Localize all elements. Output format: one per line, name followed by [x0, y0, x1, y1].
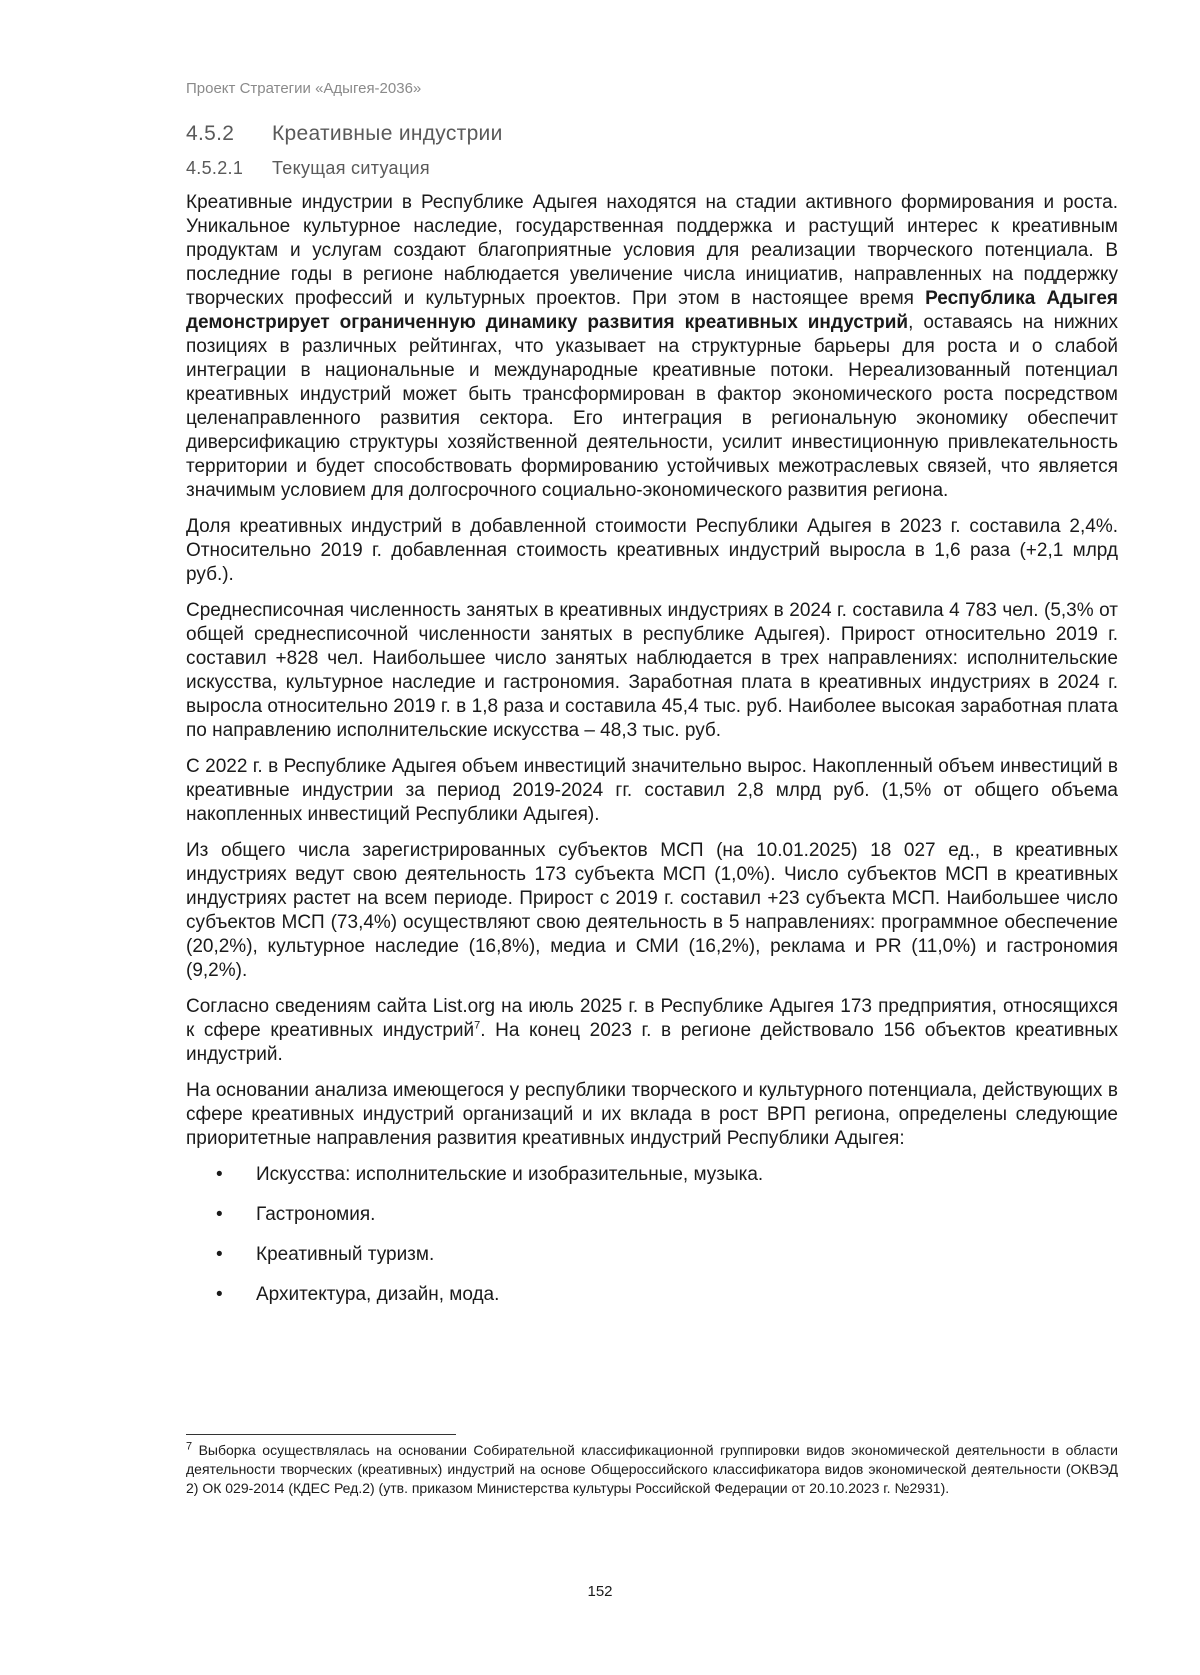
section-heading	[186, 122, 1118, 146]
running-header: Проект Стратегии «Адыгея-2036»	[186, 80, 422, 97]
section-title: Креативные индустрии	[272, 122, 503, 145]
priority-list	[186, 1163, 1118, 1307]
paragraph-employment: Среднесписочная численность занятых в креативных индустриях в 2024 г. составила 4 783 чел. (5,3% от общей среднесписочной численности занятых в республике Адыгея). Прирост относительно 2019 г. составил +828 чел. Наибольшее число занятых наблюдается в трех направлениях: исполнительские искусства, культурное наследие и гастрономия. Заработная плата в креативных индустриях в 2024 г. выросла относительно 2019 г. в 1,8 раза и составила 45,4 тыс. руб. Наиболее высокая заработная плата по направлению исполнительские искусства – 48,3 тыс. руб.	[186, 600, 1118, 741]
footnote-marker: 7	[186, 1440, 193, 1453]
list-item: • Креативный туризм.	[186, 1243, 1118, 1267]
page-content	[186, 122, 1118, 1323]
subsection-title: Текущая ситуация	[272, 158, 430, 178]
paragraph-bold-text: Республика Адыгея демонстрирует ограниченную динамику развития креативных индустрий	[186, 288, 1118, 333]
paragraph-list-org	[186, 995, 1118, 1067]
list-item: • Искусства: исполнительские и изобразительные, музыка.	[186, 1163, 1118, 1187]
paragraph-text: , оставаясь на нижних позициях в различных рейтингах, что указывает на структурные барьеры для роста и о слабой интеграции в национальные и международные креативные потоки. Нереализованный потенциал креативных индустрий может быть трансформирован в фактор экономического роста посредством целенаправленного развития сектора. Его интеграция в региональную экономику обеспечит диверсификацию структуры хозяйственной деятельности, усилит инвестиционную привлекательность территории и будет способствовать формированию устойчивых межотраслевых связей, что является значимым условием для долгосрочного социально-экономического развития региона.	[186, 312, 1119, 501]
footnote	[186, 1441, 1118, 1498]
subsection-heading	[186, 158, 1118, 179]
subsection-number: 4.5.2.1	[186, 158, 244, 178]
page-number: 152	[587, 1583, 613, 1600]
footnote-text: Выборка осуществлялась на основании Собирательной классификационной группировки видов экономической деятельности в области деятельности творческих (креативных) индустрий на основе Общероссийского классификатора видов экономической деятельности (ОКВЭД 2) ОК 029-2014 (КДЕС Ред.2) (утв. приказом Министерства культуры Российской Федерации от 20.10.2023 г. №2931).	[186, 1442, 1118, 1496]
paragraph-sme: Из общего числа зарегистрированных субъектов МСП (на 10.01.2025) 18 027 ед., в креативных индустриях ведут свою деятельность 173 субъекта МСП (1,0%). Число субъектов МСП в креативных индустриях растет на всем периоде. Прирост с 2019 г. составил +23 субъекта МСП. Наибольшее число субъектов МСП (73,4%) осуществляют свою деятельность в 5 направлениях: программное обеспечение (20,2%), культурное наследие (16,8%), медиа и СМИ (16,2%), реклама и PR (11,0%) и гастрономия (9,2%).	[186, 840, 1118, 981]
paragraph-investments: С 2022 г. в Республике Адыгея объем инвестиций значительно вырос. Накопленный объем инвестиций в креативные индустрии за период 2019-2024 гг. составил 2,8 млрд руб. (1,5% от общего объема накопленных инвестиций Республики Адыгея).	[186, 756, 1118, 825]
section-number: 4.5.2	[186, 122, 235, 145]
paragraph-priorities: На основании анализа имеющегося у республики творческого и культурного потенциала, действующих в сфере креативных индустрий организаций и их вклада в рост ВРП региона, определены следующие приоритетные направления развития креативных индустрий Республики Адыгея:	[186, 1080, 1118, 1149]
paragraph-text: . На конец 2023 г. в регионе действовало 156 объектов креативных индустрий.	[186, 1020, 1118, 1065]
paragraph-text: Креативные индустрии в Республике Адыгея находятся на стадии активного формирования и роста. Уникальное культурное наследие, государственная поддержка и растущий интерес к креативным продуктам и услугам создают благоприятные условия для реализации творческого потенциала. В последние годы в регионе наблюдается увеличение числа инициатив, направленных на поддержку творческих профессий и культурных проектов. При этом в настоящее время	[186, 192, 1118, 309]
footnote-reference[interactable]: 7	[474, 1019, 481, 1032]
footnote-separator	[186, 1434, 456, 1435]
paragraph-text: Согласно сведениям сайта List.org на июль 2025 г. в Республике Адыгея 173 предприятия, относящихся к сфере креативных индустрий	[186, 996, 1118, 1041]
paragraph-value-added: Доля креативных индустрий в добавленной стоимости Республики Адыгея в 2023 г. составила 2,4%. Относительно 2019 г. добавленная стоимость креативных индустрий выросла в 1,6 раза (+2,1 млрд руб.).	[186, 516, 1118, 585]
list-item: • Гастрономия.	[186, 1203, 1118, 1227]
paragraph-current-situation	[186, 191, 1118, 503]
list-item: • Архитектура, дизайн, мода.	[186, 1283, 1118, 1307]
